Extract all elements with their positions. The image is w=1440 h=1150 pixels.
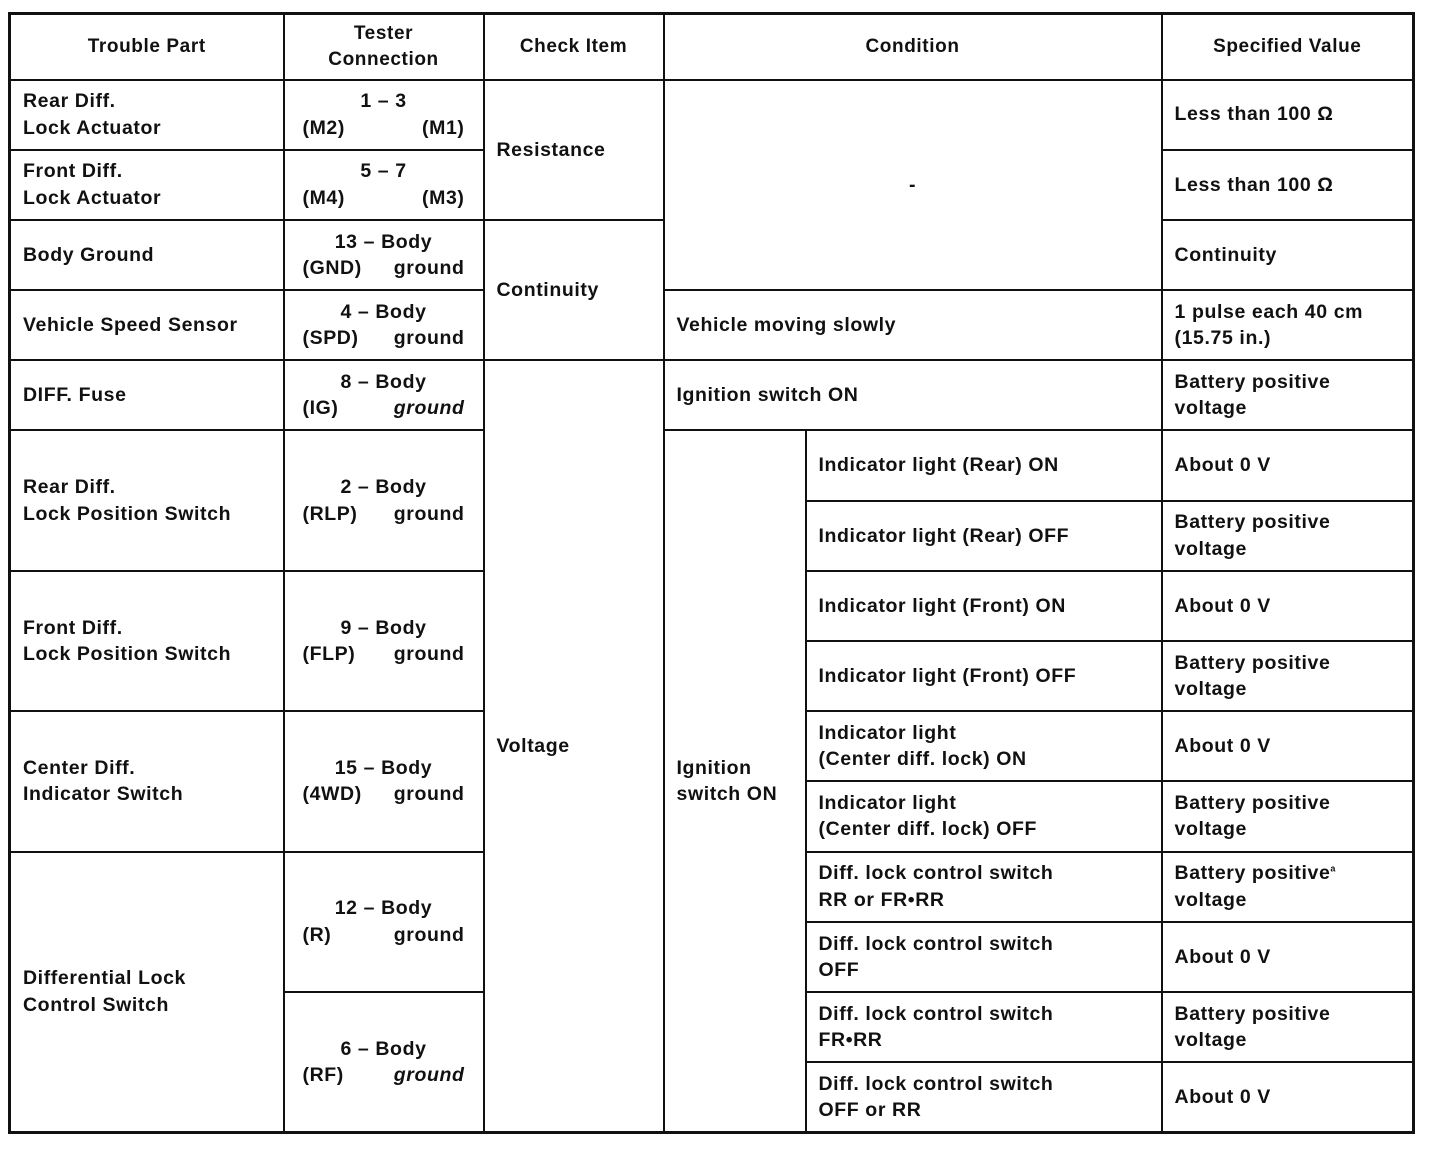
value-text: Battery positive	[1174, 862, 1331, 885]
trouble-part-cell	[10, 852, 284, 1133]
check-item-cell: Continuity	[484, 220, 664, 360]
connection-pins: 15 – Body	[334, 757, 433, 780]
trouble-part-line: Vehicle Speed Sensor	[23, 314, 238, 336]
table-row	[10, 290, 1414, 360]
trouble-part-cell	[10, 80, 284, 150]
header-trouble-part: Trouble Part	[10, 14, 284, 80]
trouble-part-line: Control Switch	[23, 993, 169, 1016]
connection-pins: 5 – 7	[360, 160, 407, 183]
connection-terminal: ground	[393, 1063, 465, 1086]
trouble-part-line: Lock Actuator	[23, 116, 162, 139]
value-line: Continuity	[1174, 243, 1277, 266]
connection-terminal: (M4)	[302, 186, 345, 209]
connection-terminal: (IG)	[302, 397, 339, 420]
connection-terminal: (RF)	[302, 1063, 344, 1086]
value-line: About 0 V	[1174, 945, 1271, 968]
connection-terminal: ground	[393, 502, 465, 525]
connection-terminal: (4WD)	[302, 783, 362, 806]
sub-condition-cell	[806, 501, 1162, 571]
value-cell	[1162, 922, 1414, 992]
connection-cell	[284, 571, 484, 711]
sub-condition-line: Diff. lock control switch	[818, 1072, 1054, 1095]
connection-terminal: ground	[393, 643, 465, 665]
value-line: voltage	[1174, 888, 1247, 911]
sub-condition-line: FR•RR	[818, 1029, 883, 1052]
header-check-item: Check Item	[484, 14, 664, 80]
value-cell	[1162, 150, 1414, 220]
condition-group-line: switch ON	[676, 783, 778, 806]
value-line: About 0 V	[1174, 1085, 1271, 1108]
connection-terminal: (GND)	[302, 256, 362, 279]
trouble-part-line: Indicator Switch	[23, 783, 184, 806]
connection-cell	[284, 290, 484, 360]
connection-cell	[284, 711, 484, 851]
value-line: voltage	[1174, 1029, 1247, 1052]
value-line: About 0 V	[1174, 594, 1271, 617]
connection-terminal: ground	[393, 397, 465, 420]
connection-cell	[284, 80, 484, 150]
sub-condition-cell	[806, 571, 1162, 641]
connection-pins: 4 – Body	[340, 300, 427, 323]
value-cell	[1162, 992, 1414, 1062]
sub-condition-line: Diff. lock control switch	[818, 862, 1054, 885]
connection-cell	[284, 360, 484, 430]
value-line	[1175, 860, 1401, 886]
value-line: About 0 V	[1174, 735, 1271, 758]
sub-condition-cell	[806, 922, 1162, 992]
value-line: voltage	[1174, 397, 1247, 420]
value-cell	[1162, 711, 1414, 781]
connection-terminal: (R)	[302, 923, 332, 946]
trouble-part-line: Front Diff.	[23, 160, 123, 183]
value-line: Battery positive	[1174, 1002, 1331, 1025]
connection-terminal: ground	[393, 256, 465, 279]
connection-terminal: ground	[393, 783, 465, 806]
value-line: About 0 V	[1174, 454, 1271, 477]
trouble-part-cell	[10, 220, 284, 290]
connection-cell	[284, 220, 484, 290]
sub-condition-line: Indicator light (Front) OFF	[818, 664, 1077, 687]
sub-condition-line: OFF or RR	[818, 1099, 922, 1122]
trouble-part-line: Center Diff.	[23, 757, 136, 780]
connection-cell	[284, 852, 484, 992]
condition-cell: Ignition switch ON	[664, 360, 1162, 430]
connection-terminal: (FLP)	[302, 643, 356, 665]
sub-condition-line: Indicator light (Rear) ON	[818, 454, 1059, 477]
value-line: voltage	[1174, 678, 1247, 701]
trouble-part-cell	[10, 360, 284, 430]
value-line: Battery positive	[1174, 792, 1331, 815]
value-line: Battery positive	[1174, 371, 1331, 394]
sub-condition-cell	[806, 430, 1162, 500]
connection-pins: 1 – 3	[360, 90, 407, 113]
sub-condition-line: Diff. lock control switch	[818, 1002, 1054, 1025]
value-cell	[1162, 501, 1414, 571]
condition-cell: -	[664, 80, 1162, 291]
sub-condition-cell	[806, 641, 1162, 711]
value-cell	[1162, 80, 1414, 150]
trouble-part-line: Body Ground	[23, 243, 155, 266]
connection-terminal: (M3)	[422, 186, 465, 209]
condition-cell: Vehicle moving slowly	[664, 290, 1162, 360]
header-row	[10, 14, 1414, 80]
sub-condition-line: Indicator light (Front) ON	[818, 594, 1066, 617]
sub-condition-cell	[806, 781, 1162, 851]
connection-terminal: (RLP)	[302, 502, 358, 525]
trouble-part-cell	[10, 430, 284, 570]
trouble-part-line: Lock Position Switch	[23, 643, 232, 665]
value-line: 1 pulse each 40 cm	[1174, 300, 1364, 323]
value-line: Less than 100 Ω	[1174, 103, 1334, 126]
trouble-part-line: Lock Actuator	[23, 186, 162, 209]
value-line: voltage	[1174, 537, 1247, 560]
value-line: Battery positive	[1174, 651, 1331, 674]
header-condition: Condition	[664, 14, 1162, 80]
table-row	[10, 430, 1414, 500]
trouble-part-line: Lock Position Switch	[23, 502, 232, 525]
connection-pins: 8 – Body	[340, 371, 427, 394]
trouble-part-cell	[10, 290, 284, 360]
trouble-part-cell	[10, 150, 284, 220]
check-item-cell: Resistance	[484, 80, 664, 220]
sub-condition-cell	[806, 711, 1162, 781]
value-cell	[1162, 220, 1414, 290]
sub-condition-line: RR or FR•RR	[818, 888, 945, 911]
trouble-part-cell	[10, 711, 284, 851]
value-line: voltage	[1174, 818, 1247, 841]
header-specified-value: Specified Value	[1162, 14, 1414, 80]
inspection-table	[8, 12, 1415, 1134]
value-cell	[1162, 852, 1414, 922]
sub-condition-line: (Center diff. lock) OFF	[818, 818, 1038, 841]
connection-terminal: (M2)	[302, 116, 345, 139]
check-item-cell: Voltage	[484, 360, 664, 1132]
sub-condition-line: (Center diff. lock) ON	[818, 748, 1027, 771]
connection-pins: 12 – Body	[334, 897, 433, 920]
value-line: Battery positive	[1174, 511, 1331, 534]
trouble-part-line: DIFF. Fuse	[23, 384, 127, 407]
value-cell	[1162, 781, 1414, 851]
connection-terminal: (M1)	[422, 116, 465, 139]
sub-condition-cell	[806, 852, 1162, 922]
sub-condition-line: Indicator light	[818, 792, 957, 815]
connection-terminal: ground	[393, 923, 465, 946]
value-cell	[1162, 1062, 1414, 1132]
value-cell	[1162, 571, 1414, 641]
table-row	[10, 80, 1414, 150]
condition-group-line: Ignition	[676, 756, 752, 779]
trouble-part-line: Differential Lock	[23, 967, 186, 990]
trouble-part-cell	[10, 571, 284, 711]
connection-terminal: (SPD)	[302, 327, 359, 350]
connection-pins: 6 – Body	[340, 1037, 427, 1060]
footnote-mark: a	[1330, 863, 1337, 874]
sub-condition-cell	[806, 992, 1162, 1062]
value-cell	[1162, 641, 1414, 711]
condition-group-cell	[664, 430, 806, 1132]
connection-pins: 9 – Body	[340, 616, 427, 639]
table-row	[10, 360, 1414, 430]
value-cell	[1162, 290, 1414, 360]
sub-condition-line: OFF	[818, 958, 860, 981]
trouble-part-line: Rear Diff.	[23, 476, 116, 499]
trouble-part-line: Rear Diff.	[23, 90, 116, 113]
sub-condition-line: Indicator light (Rear) OFF	[818, 524, 1070, 547]
trouble-part-line: Front Diff.	[23, 616, 123, 639]
header-tester-connection	[284, 14, 484, 80]
sub-condition-line: Indicator light	[818, 721, 957, 744]
header-tester-connection-line2: Connection	[328, 48, 439, 70]
connection-cell	[284, 430, 484, 570]
value-line: Less than 100 Ω	[1174, 173, 1334, 196]
sub-condition-cell	[806, 1062, 1162, 1132]
connection-cell	[284, 150, 484, 220]
connection-pins: 13 – Body	[334, 230, 433, 253]
value-cell	[1162, 430, 1414, 500]
connection-cell	[284, 992, 484, 1133]
connection-pins: 2 – Body	[340, 476, 427, 499]
value-cell	[1162, 360, 1414, 430]
connection-terminal: ground	[393, 327, 465, 350]
value-line: (15.75 in.)	[1174, 327, 1272, 350]
sub-condition-line: Diff. lock control switch	[818, 932, 1054, 955]
header-tester-connection-line1: Tester	[353, 23, 414, 45]
